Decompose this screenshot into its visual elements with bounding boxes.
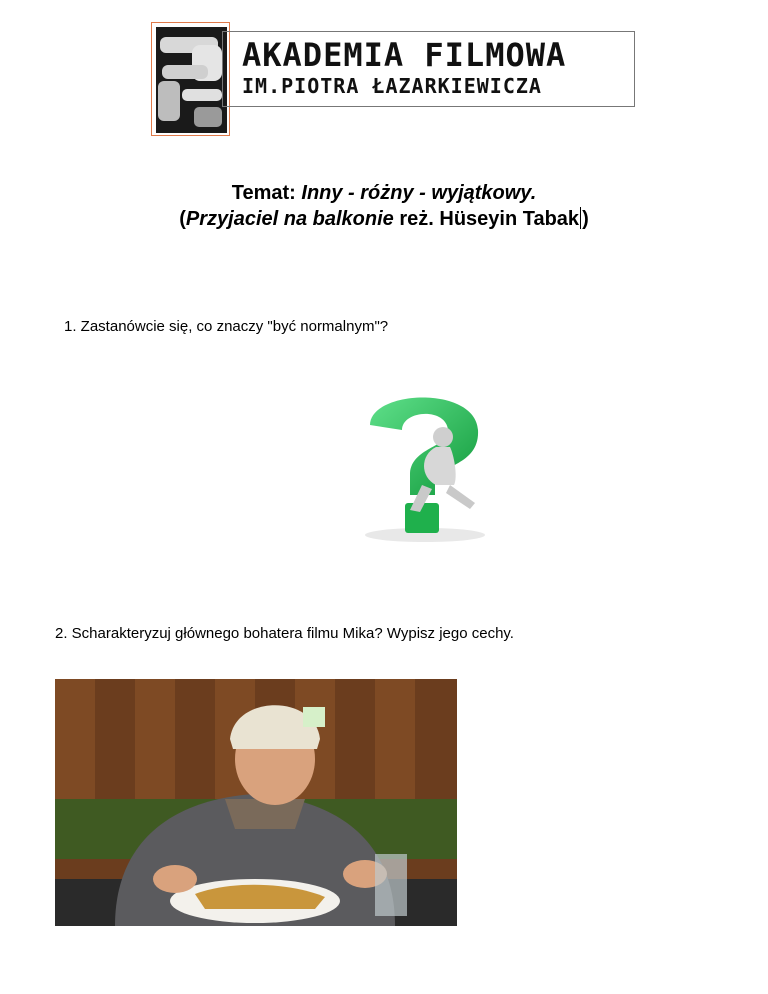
question-mark-icon	[350, 385, 500, 545]
film-director: reż. Hüseyin Tabak	[393, 208, 580, 230]
paren-open: (	[179, 208, 186, 230]
academy-logo	[151, 22, 637, 138]
text-cursor	[580, 207, 581, 229]
logo-hands-photo	[151, 22, 230, 136]
film-heading	[0, 206, 768, 232]
topic-label: Temat:	[231, 182, 302, 204]
film-title: Przyjaciel na balkonie	[185, 208, 394, 230]
logo-subtitle: IM.PIOTRA ŁAZARKIEWICZA	[242, 74, 542, 98]
film-still-photo	[55, 679, 457, 926]
question-1: 1. Zastanówcie się, co znaczy "być normalnym"?	[64, 318, 389, 335]
topic-text: Inny - różny - wyjątkowy.	[301, 182, 537, 204]
question-2: 2. Scharakteryzuj głównego bohatera filmu Mika? Wypisz jego cechy.	[55, 625, 514, 642]
paren-close: )	[582, 208, 589, 230]
topic-heading	[0, 180, 768, 206]
logo-title: AKADEMIA FILMOWA	[242, 36, 567, 74]
